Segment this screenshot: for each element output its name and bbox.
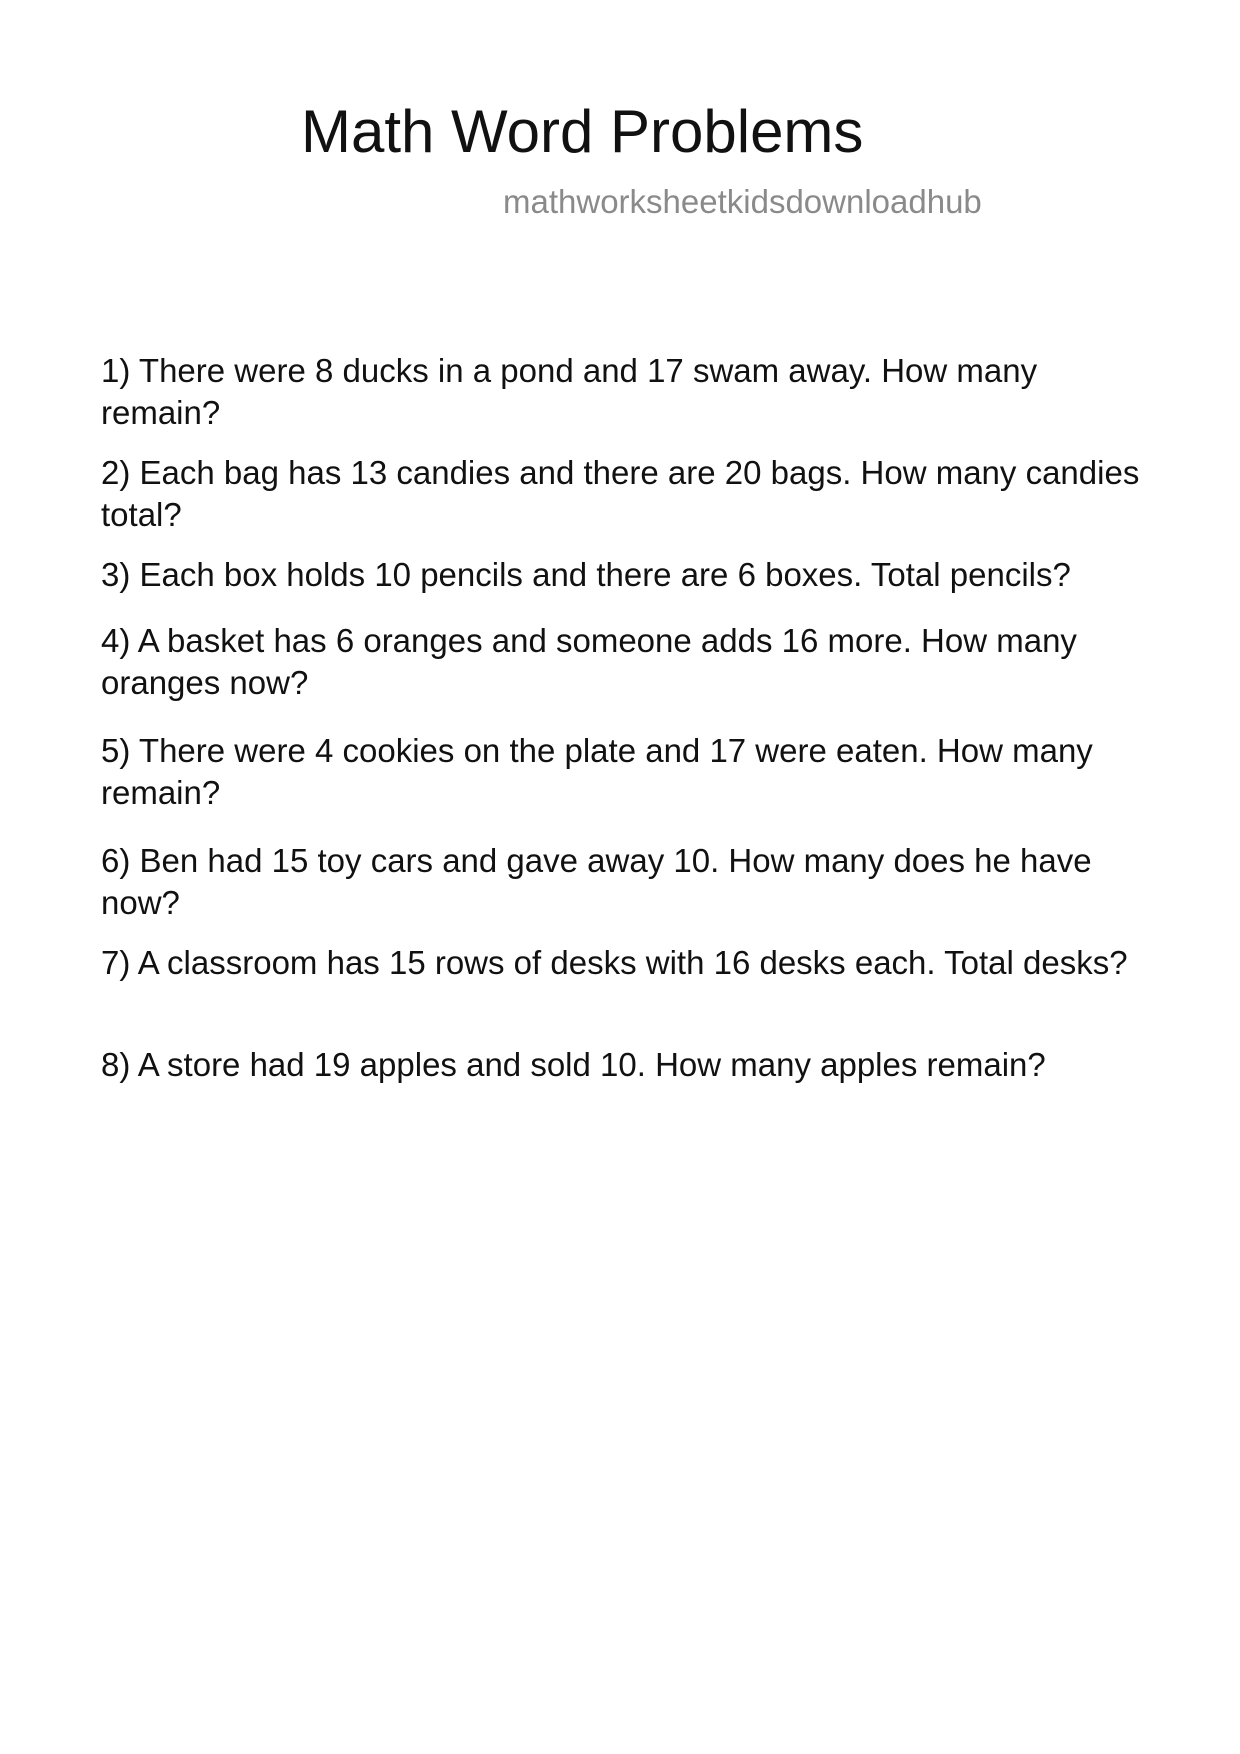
problem-item: 2) Each bag has 13 candies and there are 20 bags. How many candies total? bbox=[101, 454, 1140, 533]
page-subtitle: mathworksheetkidsdownloadhub bbox=[503, 183, 982, 220]
problem-item: 6) Ben had 15 toy cars and gave away 10. How many does he have now? bbox=[101, 842, 1092, 921]
page-title: Math Word Problems bbox=[301, 98, 864, 165]
problem-item: 4) A basket has 6 oranges and someone adds 16 more. How many oranges now? bbox=[101, 622, 1077, 701]
problem-item: 1) There were 8 ducks in a pond and 17 swam away. How many remain? bbox=[101, 352, 1038, 431]
problem-item: 5) There were 4 cookies on the plate and 17 were eaten. How many remain? bbox=[101, 732, 1093, 811]
problem-item: 8) A store had 19 apples and sold 10. How many apples remain? bbox=[101, 1046, 1046, 1083]
problem-item: 3) Each box holds 10 pencils and there are 6 boxes. Total pencils? bbox=[101, 556, 1071, 593]
problem-item: 7) A classroom has 15 rows of desks with 16 desks each. Total desks? bbox=[101, 944, 1128, 981]
